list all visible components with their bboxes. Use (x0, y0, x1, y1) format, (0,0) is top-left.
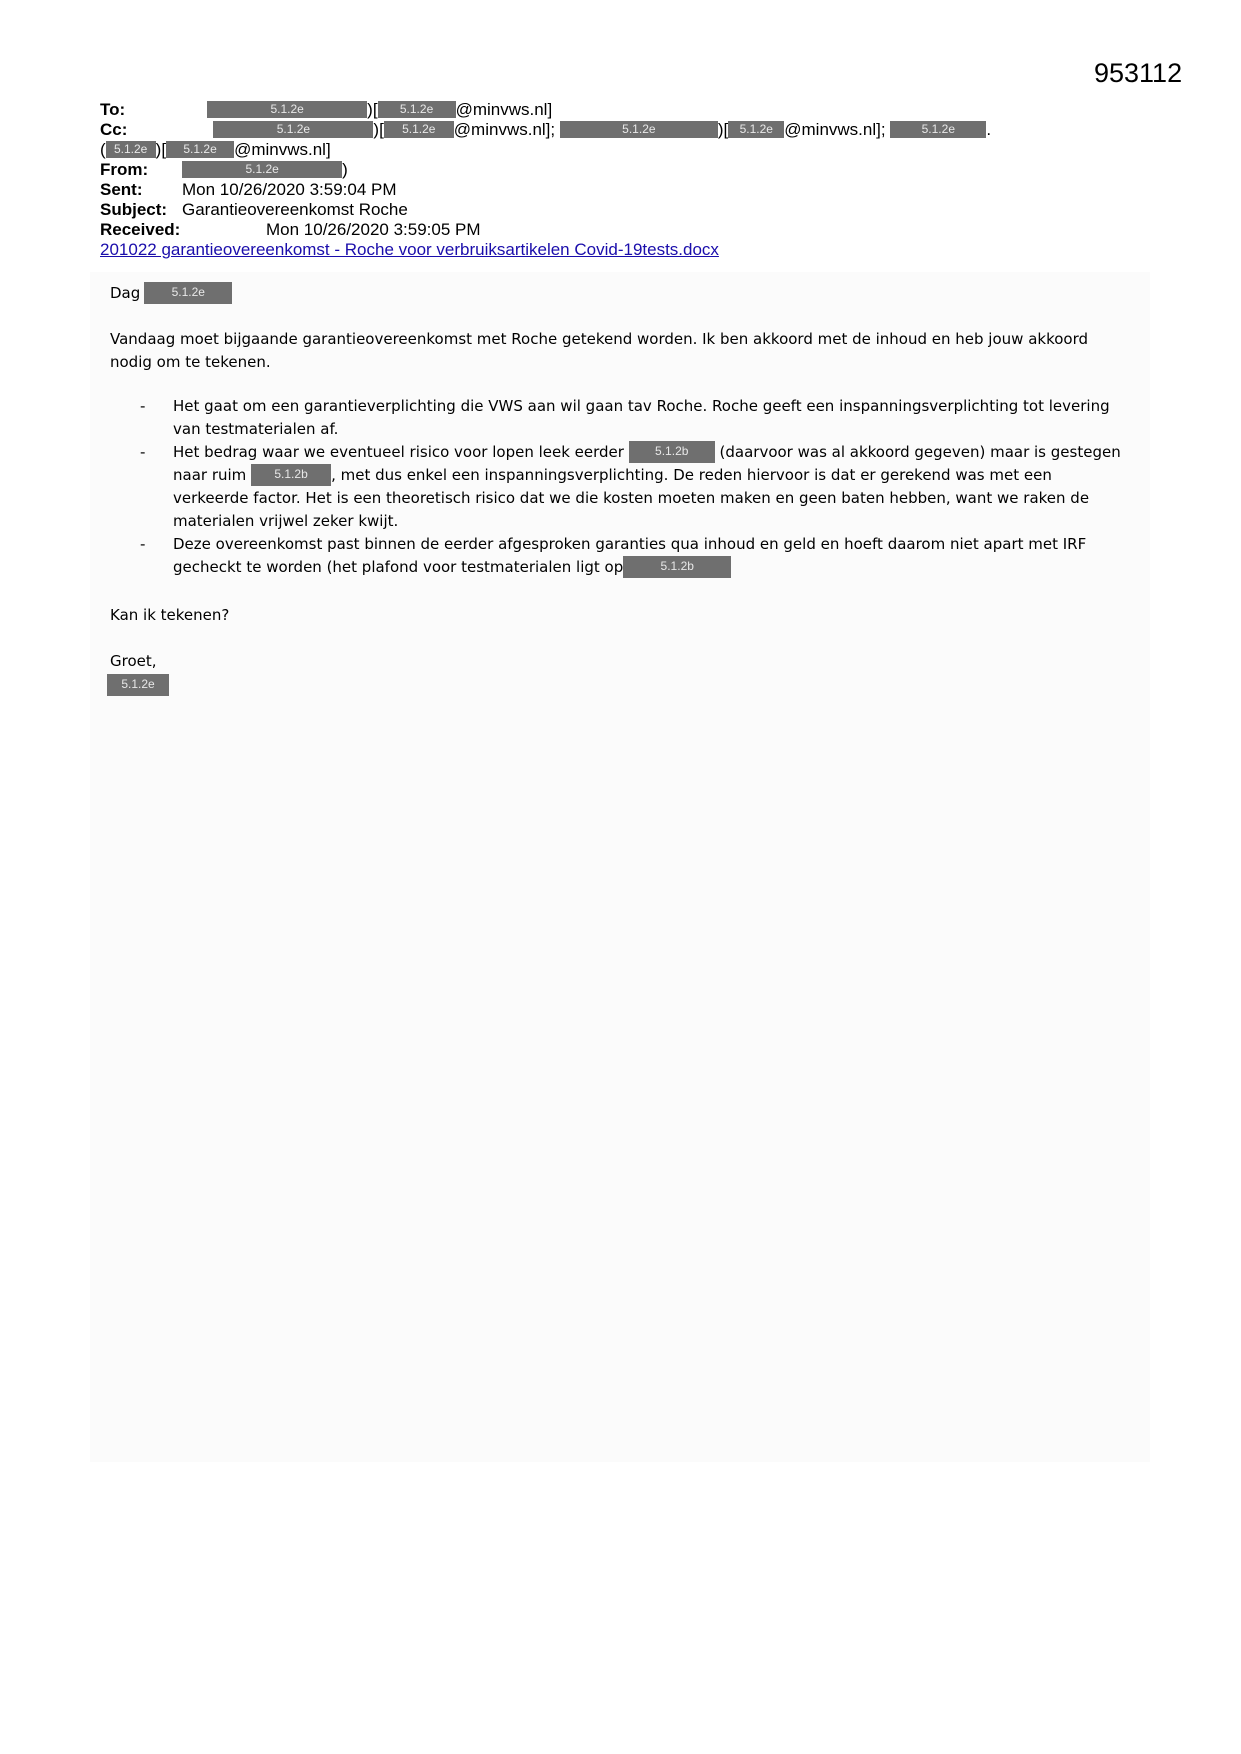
redaction-box: 5.1.2b (629, 441, 715, 463)
redaction-box: 5.1.2e (378, 101, 456, 118)
sent-row (100, 180, 397, 200)
from-label: From: (100, 160, 149, 179)
sent-label: Sent: (100, 180, 143, 199)
subject-value: Garantieovereenkomst Roche (182, 200, 408, 219)
cc-row-continued: ( 5.1.2e )[ 5.1.2e @minvws.nl] (100, 140, 331, 159)
redaction-box: 5.1.2e (213, 121, 373, 138)
redaction-box: 5.1.2e (107, 674, 169, 696)
signature-line (107, 674, 169, 697)
list-item (140, 395, 1130, 441)
cc-row: Cc: 5.1.2e )[ 5.1.2e @minvws.nl]; 5.1.2e )[ 5.1.2e @minvws.nl]; 5.1.2e . (100, 120, 992, 139)
bullet-text: Het bedrag waar we eventueel risico voor lopen leek eerder (173, 443, 624, 461)
cc-domain-3: @minvws.nl] (234, 140, 331, 159)
list-item (140, 533, 1130, 579)
redaction-box: 5.1.2e (207, 101, 367, 118)
redaction-box: 5.1.2e (890, 121, 986, 138)
bullet-text: , met dus enkel een inspanningsverplichting. De reden hiervoor is dat er gerekend was met een verkeerde factor. Het is een theoretisch risico dat we die kosten moeten maken en geen baten hebben, want we raken de materialen vrijwel zeker kwijt. (173, 466, 1090, 530)
cc-trailing-dot: . (986, 120, 992, 139)
cc-domain-2: @minvws.nl]; (784, 120, 886, 139)
to-row: To: 5.1.2e )[ 5.1.2e @minvws.nl] (100, 100, 553, 119)
bullet-marker: - (140, 535, 146, 553)
bullet-marker: - (140, 443, 146, 461)
redaction-box: 5.1.2e (106, 141, 156, 158)
bullet-text: Deze overeenkomst past binnen de eerder afgesproken garanties qua inhoud en geld en hoeft daarom niet apart met IRF gecheckt te worden (het plafond voor testmaterialen ligt op (173, 535, 1087, 576)
sent-value: Mon 10/26/2020 3:59:04 PM (182, 180, 397, 199)
list-item (140, 441, 1130, 533)
cc-domain-1: @minvws.nl]; (453, 120, 556, 139)
bullet-marker: - (140, 397, 146, 415)
attachment-link[interactable]: 201022 garantieovereenkomst - Roche voor verbruiksartikelen Covid-19tests.docx (100, 240, 719, 259)
bullet-list (140, 395, 1130, 579)
redaction-box: 5.1.2e (166, 141, 234, 158)
subject-label: Subject: (100, 200, 168, 219)
from-row: From: 5.1.2e ) (100, 160, 348, 179)
greeting: Dag (110, 284, 141, 302)
received-row (100, 220, 481, 240)
greeting-line (110, 282, 232, 305)
redaction-box: 5.1.2e (728, 121, 784, 138)
redaction-box: 5.1.2e (384, 121, 454, 138)
subject-row (100, 200, 408, 220)
closing-question: Kan ik tekenen? (110, 606, 230, 624)
intro-paragraph: Vandaag moet bijgaande garantieovereenkomst met Roche getekend worden. Ik ben akkoord met de inhoud en heb jouw akkoord nodig om te tekenen. (110, 330, 1089, 371)
redaction-box: 5.1.2b (623, 556, 731, 578)
to-label: To: (100, 100, 126, 119)
received-value: Mon 10/26/2020 3:59:05 PM (266, 220, 481, 239)
to-domain: @minvws.nl] (455, 100, 553, 119)
redaction-box: 5.1.2b (251, 464, 331, 486)
document-number: 953112 (1094, 58, 1183, 88)
received-label: Received: (100, 220, 181, 239)
redaction-box: 5.1.2e (144, 282, 232, 304)
bullet-text: Het gaat om een garantieverplichting die VWS aan wil gaan tav Roche. Roche geeft een inspanningsverplichting tot levering van testmaterialen af. (173, 397, 1110, 438)
cc-label: Cc: (100, 120, 128, 139)
bullet-text: (daarvoor was al akkoord gegeven) maar is gestegen naar ruim (173, 443, 1121, 484)
signoff: Groet, (110, 652, 157, 670)
redaction-box: 5.1.2e (182, 161, 342, 178)
redaction-box: 5.1.2e (560, 121, 718, 138)
